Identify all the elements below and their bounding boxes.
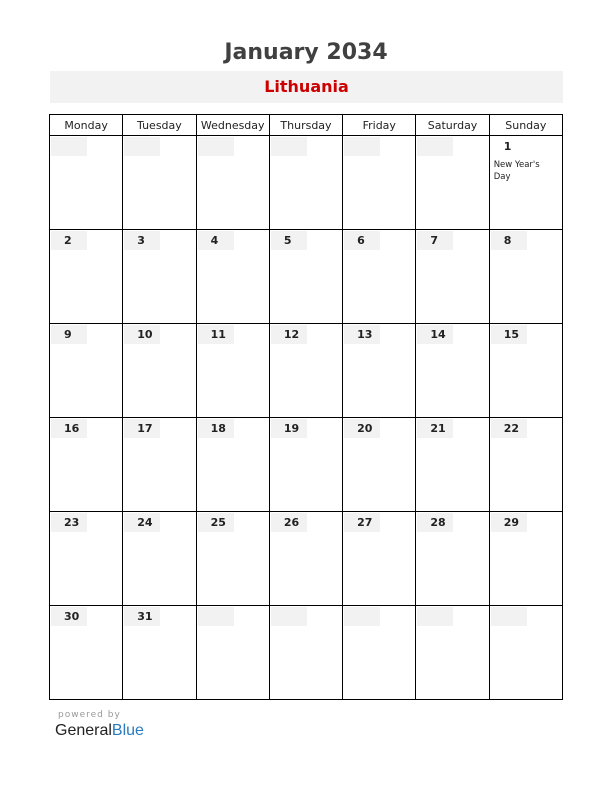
empty-day-tab bbox=[417, 137, 453, 156]
day-cell bbox=[196, 136, 269, 230]
day-cell bbox=[196, 606, 269, 700]
page-title: January 2034 bbox=[224, 40, 388, 65]
week-row bbox=[50, 418, 563, 512]
day-number: 8 bbox=[491, 231, 527, 250]
empty-day-tab bbox=[271, 607, 307, 626]
day-cell bbox=[269, 324, 342, 418]
day-cell bbox=[196, 418, 269, 512]
day-cell bbox=[50, 512, 123, 606]
day-number: 14 bbox=[417, 325, 453, 344]
day-cell bbox=[343, 606, 416, 700]
day-number: 6 bbox=[344, 231, 380, 250]
day-cell bbox=[123, 324, 196, 418]
empty-day-tab bbox=[124, 137, 160, 156]
day-cell bbox=[123, 230, 196, 324]
day-number: 4 bbox=[198, 231, 234, 250]
empty-day-tab bbox=[198, 137, 234, 156]
day-cell bbox=[50, 324, 123, 418]
week-row bbox=[50, 136, 563, 230]
day-number: 31 bbox=[124, 607, 160, 626]
day-cell bbox=[123, 418, 196, 512]
day-cell bbox=[123, 512, 196, 606]
day-cell bbox=[269, 136, 342, 230]
week-row bbox=[50, 606, 563, 700]
empty-day-tab bbox=[198, 607, 234, 626]
day-number: 18 bbox=[198, 419, 234, 438]
day-number: 1 bbox=[503, 140, 512, 153]
day-number: 24 bbox=[124, 513, 160, 532]
empty-day-tab bbox=[417, 607, 453, 626]
day-cell bbox=[123, 606, 196, 700]
empty-day-tab bbox=[491, 607, 527, 626]
brand-general: General bbox=[55, 722, 112, 739]
day-cell bbox=[50, 418, 123, 512]
day-cell bbox=[50, 136, 123, 230]
day-cell bbox=[489, 418, 562, 512]
holiday-label: New Year's Day bbox=[493, 160, 540, 182]
day-number: 13 bbox=[344, 325, 380, 344]
day-cell bbox=[416, 606, 489, 700]
day-number: 28 bbox=[417, 513, 453, 532]
day-number: 3 bbox=[124, 231, 160, 250]
empty-day-tab bbox=[344, 607, 380, 626]
day-cell bbox=[489, 324, 562, 418]
day-cell bbox=[50, 606, 123, 700]
week-row bbox=[50, 230, 563, 324]
weekday-thursday: Thursday bbox=[269, 115, 342, 136]
empty-day-tab bbox=[344, 137, 380, 156]
weekday-saturday: Saturday bbox=[416, 115, 489, 136]
day-cell bbox=[489, 606, 562, 700]
powered-by-text: powered by bbox=[58, 710, 121, 720]
day-cell bbox=[196, 324, 269, 418]
day-number: 9 bbox=[51, 325, 87, 344]
day-cell bbox=[343, 418, 416, 512]
day-number: 22 bbox=[491, 419, 527, 438]
weekday-tuesday: Tuesday bbox=[123, 115, 196, 136]
day-cell bbox=[416, 230, 489, 324]
week-row bbox=[50, 512, 563, 606]
day-cell bbox=[416, 136, 489, 230]
day-number: 10 bbox=[124, 325, 160, 344]
day-number: 30 bbox=[51, 607, 87, 626]
brand-blue: Blue bbox=[111, 722, 144, 739]
day-number: 20 bbox=[344, 419, 380, 438]
empty-day-tab bbox=[271, 137, 307, 156]
weekday-friday: Friday bbox=[343, 115, 416, 136]
day-cell bbox=[416, 324, 489, 418]
day-number: 27 bbox=[344, 513, 380, 532]
day-cell bbox=[269, 418, 342, 512]
day-cell bbox=[343, 512, 416, 606]
day-cell bbox=[489, 230, 562, 324]
day-cell bbox=[489, 136, 562, 230]
empty-day-tab bbox=[51, 137, 87, 156]
day-cell bbox=[343, 230, 416, 324]
day-cell bbox=[269, 512, 342, 606]
day-number: 15 bbox=[491, 325, 527, 344]
day-cell bbox=[343, 324, 416, 418]
weekday-wednesday: Wednesday bbox=[196, 115, 269, 136]
country-label: Lithuania bbox=[50, 71, 563, 103]
day-number: 19 bbox=[271, 419, 307, 438]
day-number: 5 bbox=[271, 231, 307, 250]
day-cell bbox=[123, 136, 196, 230]
day-number: 16 bbox=[51, 419, 87, 438]
day-cell bbox=[196, 512, 269, 606]
day-number: 2 bbox=[51, 231, 87, 250]
calendar-grid bbox=[49, 114, 563, 700]
day-number: 26 bbox=[271, 513, 307, 532]
weekday-monday: Monday bbox=[50, 115, 123, 136]
day-number: 21 bbox=[417, 419, 453, 438]
week-row bbox=[50, 324, 563, 418]
day-cell bbox=[50, 230, 123, 324]
day-number: 12 bbox=[271, 325, 307, 344]
day-cell bbox=[269, 230, 342, 324]
day-number: 29 bbox=[491, 513, 527, 532]
day-cell bbox=[196, 230, 269, 324]
day-number: 25 bbox=[198, 513, 234, 532]
day-number: 7 bbox=[417, 231, 453, 250]
day-cell bbox=[416, 512, 489, 606]
weekday-header-row bbox=[50, 115, 563, 136]
day-cell bbox=[489, 512, 562, 606]
day-cell bbox=[343, 136, 416, 230]
generalblue-logo[interactable] bbox=[55, 722, 144, 740]
day-number: 11 bbox=[198, 325, 234, 344]
weekday-sunday: Sunday bbox=[489, 115, 562, 136]
day-number: 23 bbox=[51, 513, 87, 532]
day-cell bbox=[416, 418, 489, 512]
day-cell bbox=[269, 606, 342, 700]
day-number: 17 bbox=[124, 419, 160, 438]
